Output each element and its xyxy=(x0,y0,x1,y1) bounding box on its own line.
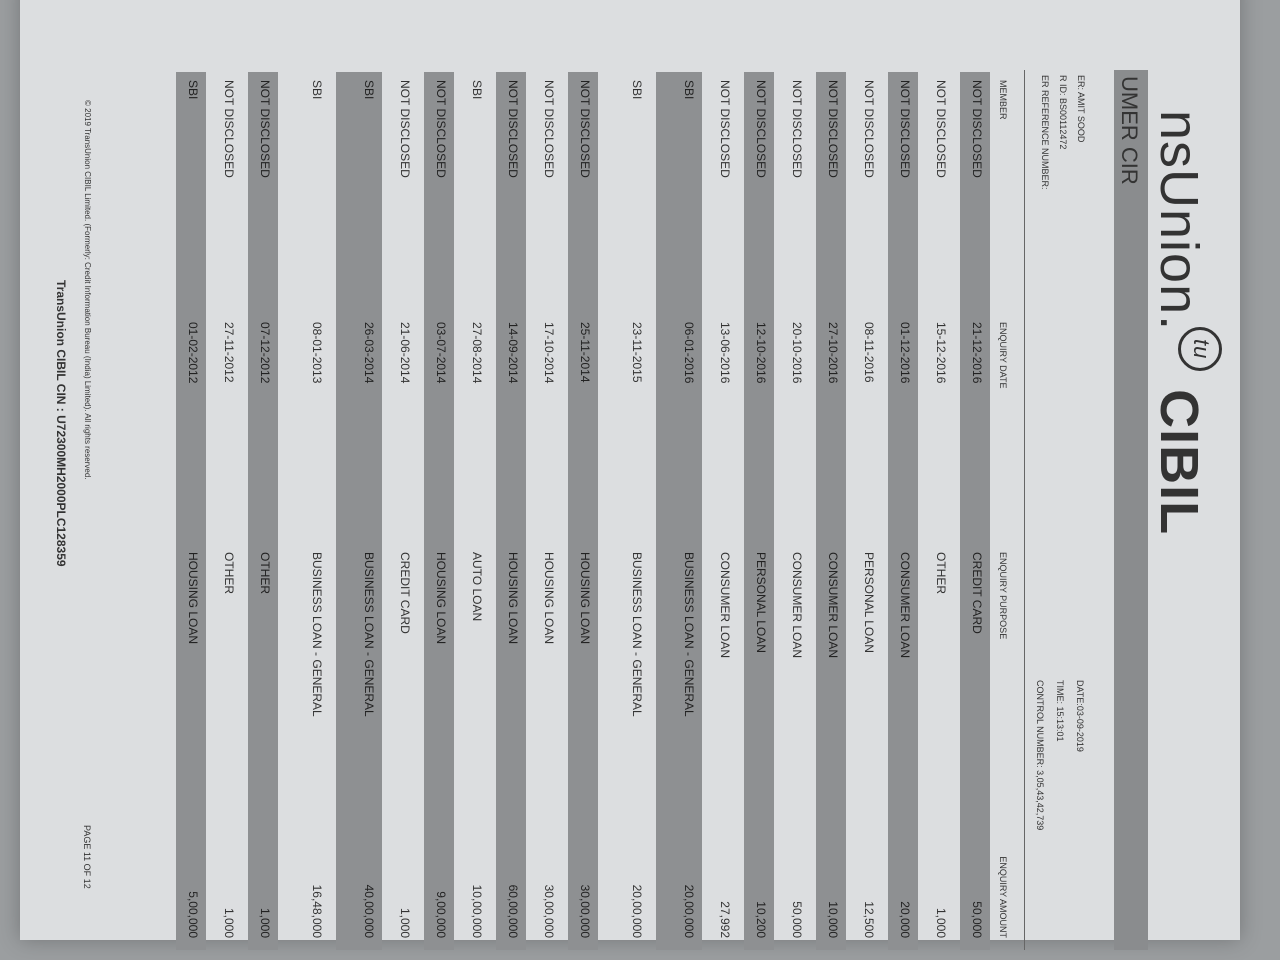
table-row xyxy=(816,72,846,950)
cell-amount: 20,000 xyxy=(888,828,918,950)
cell-member: NOT DISCLOSED xyxy=(718,80,732,178)
table-row xyxy=(336,72,382,950)
cell-purpose: OTHER xyxy=(248,544,278,828)
section-title: UMER CIR xyxy=(1117,76,1142,185)
table-row xyxy=(248,72,278,950)
cell-amount: 1,000 xyxy=(398,907,412,938)
cell-amount: 1,000 xyxy=(934,907,948,938)
cell-amount: 1,000 xyxy=(248,828,278,950)
table-row xyxy=(888,72,918,950)
enquiry-table xyxy=(170,72,1018,950)
table-row xyxy=(424,72,454,950)
cell-member: SBI xyxy=(176,72,206,314)
cell-purpose: CONSUMER LOAN xyxy=(718,552,732,659)
cell-date: 21-06-2014 xyxy=(398,322,412,384)
member-id: R ID: BS00112472 xyxy=(1058,75,1068,150)
cell-date: 27-08-2014 xyxy=(470,322,484,384)
cell-date: 03-07-2014 xyxy=(424,314,454,544)
cell-date: 13-06-2016 xyxy=(718,322,732,384)
cell-amount: 16,48,000 xyxy=(310,884,324,938)
cell-date: 08-01-2013 xyxy=(310,322,324,384)
cell-purpose: CREDIT CARD xyxy=(960,544,990,828)
table-row xyxy=(604,72,650,950)
cell-purpose: OTHER xyxy=(934,552,948,594)
cell-purpose: AUTO LOAN xyxy=(470,552,484,622)
divider xyxy=(1024,70,1025,950)
cell-purpose: BUSINESS LOAN - GENERAL xyxy=(336,544,382,828)
table-header-row xyxy=(996,72,1012,950)
cell-purpose: HOUSING LOAN xyxy=(176,544,206,828)
cell-purpose: CREDIT CARD xyxy=(398,552,412,634)
table-row xyxy=(708,72,738,950)
header-amount: ENQUIRY AMOUNT xyxy=(998,856,1008,938)
table-row xyxy=(568,72,598,950)
table-row xyxy=(284,72,330,950)
cell-date: 21-12-2016 xyxy=(960,314,990,544)
cell-amount: 10,00,000 xyxy=(470,884,484,938)
cell-date: 27-11-2012 xyxy=(222,322,236,383)
table-row xyxy=(532,72,562,950)
table-row xyxy=(656,72,702,950)
header-date: ENQUIRY DATE xyxy=(998,322,1008,389)
report-page xyxy=(20,0,1240,940)
cell-member: SBI xyxy=(630,80,644,100)
consumer-meta xyxy=(1036,75,1090,190)
cell-purpose: PERSONAL LOAN xyxy=(744,544,774,828)
cell-purpose: HOUSING LOAN xyxy=(424,544,454,828)
cell-purpose: HOUSING LOAN xyxy=(542,552,556,645)
cell-date: 08-11-2016 xyxy=(862,322,876,383)
cell-amount: 9,00,000 xyxy=(424,828,454,950)
cell-date: 07-12-2012 xyxy=(248,314,278,544)
cell-member: NOT DISCLOSED xyxy=(248,72,278,314)
cell-amount: 1,000 xyxy=(222,907,236,938)
cell-member: NOT DISCLOSED xyxy=(888,72,918,314)
footer-cin: TransUnion CIBIL CIN : U72300MH2000PLC128359 xyxy=(54,280,68,567)
cell-purpose: OTHER xyxy=(222,552,236,594)
cell-member: NOT DISCLOSED xyxy=(542,80,556,178)
reference-number: ER REFERENCE NUMBER: xyxy=(1040,75,1050,190)
cell-amount: 60,00,000 xyxy=(496,828,526,950)
header-member: MEMBER xyxy=(998,80,1008,120)
table-row xyxy=(212,72,242,950)
cell-member: NOT DISCLOSED xyxy=(222,80,236,178)
cell-purpose: PERSONAL LOAN xyxy=(862,552,876,653)
cell-member: NOT DISCLOSED xyxy=(934,80,948,178)
cell-date: 27-10-2016 xyxy=(816,314,846,544)
report-meta xyxy=(1030,680,1090,830)
brand-left: nsUnion. xyxy=(1149,110,1209,332)
cell-date: 17-10-2014 xyxy=(542,322,556,384)
cell-purpose: HOUSING LOAN xyxy=(568,544,598,828)
cell-member: NOT DISCLOSED xyxy=(568,72,598,314)
table-row xyxy=(960,72,990,950)
cell-purpose: BUSINESS LOAN - GENERAL xyxy=(310,552,324,717)
control-number: CONTROL NUMBER: 3,05,43,42,739 xyxy=(1035,680,1045,831)
cell-member: NOT DISCLOSED xyxy=(496,72,526,314)
cell-date: 01-02-2012 xyxy=(176,314,206,544)
consumer-name: ER: AMIT SOOD xyxy=(1076,75,1086,143)
cell-purpose: CONSUMER LOAN xyxy=(816,544,846,828)
cell-amount: 20,00,000 xyxy=(656,828,702,950)
cell-amount: 12,500 xyxy=(862,901,876,938)
cell-date: 20-10-2016 xyxy=(790,322,804,384)
cell-date: 06-01-2016 xyxy=(656,314,702,544)
cell-member: NOT DISCLOSED xyxy=(744,72,774,314)
footer-copyright: © 2019 TransUnion CIBIL Limited. (Formerly: Credit Information Bureau (India) Limited). All rights reserved. xyxy=(83,100,92,480)
transunion-cibil-logo xyxy=(1148,110,1214,536)
table-row xyxy=(780,72,810,950)
cell-member: SBI xyxy=(310,80,324,100)
cell-amount: 50,000 xyxy=(790,901,804,938)
cell-amount: 50,000 xyxy=(960,828,990,950)
table-row xyxy=(744,72,774,950)
table-row xyxy=(460,72,490,950)
cell-member: SBI xyxy=(656,72,702,314)
cell-member: NOT DISCLOSED xyxy=(862,80,876,178)
report-time: TIME: 15:13:01 xyxy=(1055,680,1065,742)
table-row xyxy=(852,72,882,950)
cell-amount: 5,00,000 xyxy=(176,828,206,950)
tu-logo-icon: tu xyxy=(1178,327,1222,371)
cell-amount: 20,00,000 xyxy=(630,884,644,938)
table-row xyxy=(924,72,954,950)
cell-purpose: CONSUMER LOAN xyxy=(888,544,918,828)
cell-member: NOT DISCLOSED xyxy=(790,80,804,178)
cell-amount: 10,200 xyxy=(744,828,774,950)
cell-purpose: BUSINESS LOAN - GENERAL xyxy=(630,552,644,717)
cell-member: NOT DISCLOSED xyxy=(398,80,412,178)
table-row xyxy=(388,72,418,950)
cell-date: 01-12-2016 xyxy=(888,314,918,544)
table-row xyxy=(176,72,206,950)
cell-date: 15-12-2016 xyxy=(934,322,948,384)
cell-member: SBI xyxy=(336,72,382,314)
cell-member: NOT DISCLOSED xyxy=(424,72,454,314)
cell-amount: 10,000 xyxy=(816,828,846,950)
header-purpose: ENQUIRY PURPOSE xyxy=(998,552,1008,640)
cell-amount: 30,00,000 xyxy=(542,884,556,938)
brand-cibil: CIBIL xyxy=(1149,389,1209,536)
cell-purpose: HOUSING LOAN xyxy=(496,544,526,828)
cell-amount: 27,992 xyxy=(718,901,732,938)
cell-member: SBI xyxy=(470,80,484,100)
page-number: PAGE 11 OF 12 xyxy=(82,825,92,889)
cell-date: 26-03-2014 xyxy=(336,314,382,544)
cell-member: NOT DISCLOSED xyxy=(816,72,846,314)
cell-purpose: CONSUMER LOAN xyxy=(790,552,804,659)
report-date: DATE:03-09-2019 xyxy=(1075,680,1085,752)
table-row xyxy=(496,72,526,950)
cell-amount: 40,00,000 xyxy=(336,828,382,950)
cell-date: 12-10-2016 xyxy=(744,314,774,544)
cell-member: NOT DISCLOSED xyxy=(960,72,990,314)
section-header-bar xyxy=(1114,70,1148,950)
cell-amount: 30,00,000 xyxy=(568,828,598,950)
cell-date: 25-11-2014 xyxy=(568,314,598,544)
cell-purpose: BUSINESS LOAN - GENERAL xyxy=(656,544,702,828)
cell-date: 14-09-2014 xyxy=(496,314,526,544)
cell-date: 23-11-2015 xyxy=(630,322,644,383)
